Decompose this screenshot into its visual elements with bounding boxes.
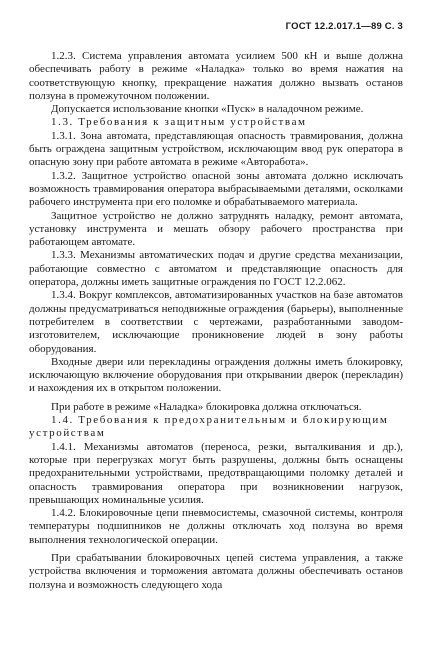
paragraph-1-3-1: 1.3.1. Зона автомата, представляющая опасность травмирования, должна быть ограждена защитным устройством, исключающим ввод рук оператора в опасную зону при работе автомата в режиме «Авторабота». [29, 129, 403, 169]
paragraph-pusk-allowed: Допускается использование кнопки «Пуск» в наладочном режиме. [51, 103, 364, 116]
running-head: ГОСТ 12.2.017.1—89 С. 3 [285, 21, 403, 32]
paragraph-1-3-2: 1.3.2. Защитное устройство опасной зоны автомата должно исключать возможность травмирования оператора выбрасываемыми деталями, осколками рабочего инструмента при его поломке и обрабатываемого материала. [29, 169, 403, 209]
document-body [29, 50, 403, 592]
paragraph-1-4-2: 1.4.2. Блокировочные цепи пневмосистемы, смазочной системы, контроля температуры подшипников не должны отключать ход ползуна во время выполнения технологической операции. [29, 507, 403, 546]
section-heading-1-4: 1.4. Требования к предохранительным и блокирующим устройствам [29, 414, 389, 440]
paragraph-1-3-3: 1.3.3. Механизмы автоматических подач и другие средства механизации, работающие совместно с автоматом и представляющие опасность для оператора, должны иметь защитные ограждения по ГОСТ 12.2.062. [29, 249, 403, 289]
paragraph-setup-mode: При работе в режиме «Наладка» блокировка должна отключаться. [51, 400, 362, 413]
document-page [29, 20, 403, 640]
paragraph-protective-device: Защитное устройство не должно затруднять наладку, ремонт автомата, установку инструмента и мешать обзору рабочего пространства при работающем автомате. [29, 209, 403, 249]
paragraph-1-4-1: 1.4.1. Механизмы автоматов (переноса, резки, выталкивания и др.), которые при перегрузках могут быть разрушены, должны быть оснащены предохранительными устройствами, предотвращающими поломку деталей и опасность травмирования оператора при возникновении нагрузок, превышающих номинальные усилия. [29, 440, 403, 506]
paragraph-1-3-4: 1.3.4. Вокруг комплексов, автоматизированных участков на базе автоматов должны предусматриваться неподвижные ограждения (барьеры), выполненные потребителем в соответствии с чертежами, разработанными заводом-изготовителем, исключающие проникновение людей в зону работы оборудования. [29, 289, 403, 355]
paragraph-1-2-3: 1.2.3. Система управления автомата усилием 500 кН и выше должна обеспечивать работу в режиме «Наладка» только во время нажатия на соответствующую кнопку, прекращение нажатия должно вызвать останов ползуна в промежуточном положении. [29, 50, 403, 102]
paragraph-entry-doors: Входные двери или перекладины ограждения должны иметь блокировку, исключающую включение оборудования при открывании дверок (перекладин) и нахождения их в открытом положении. [29, 355, 403, 395]
section-heading-1-3: 1.3. Требования к защитным устройствам [51, 116, 307, 129]
paragraph-interlock-triggering: При срабатывании блокировочных цепей система управления, а также устройства включения и торможения автомата должны обеспечивать останов ползуна и возможность следующего хода [29, 551, 403, 591]
